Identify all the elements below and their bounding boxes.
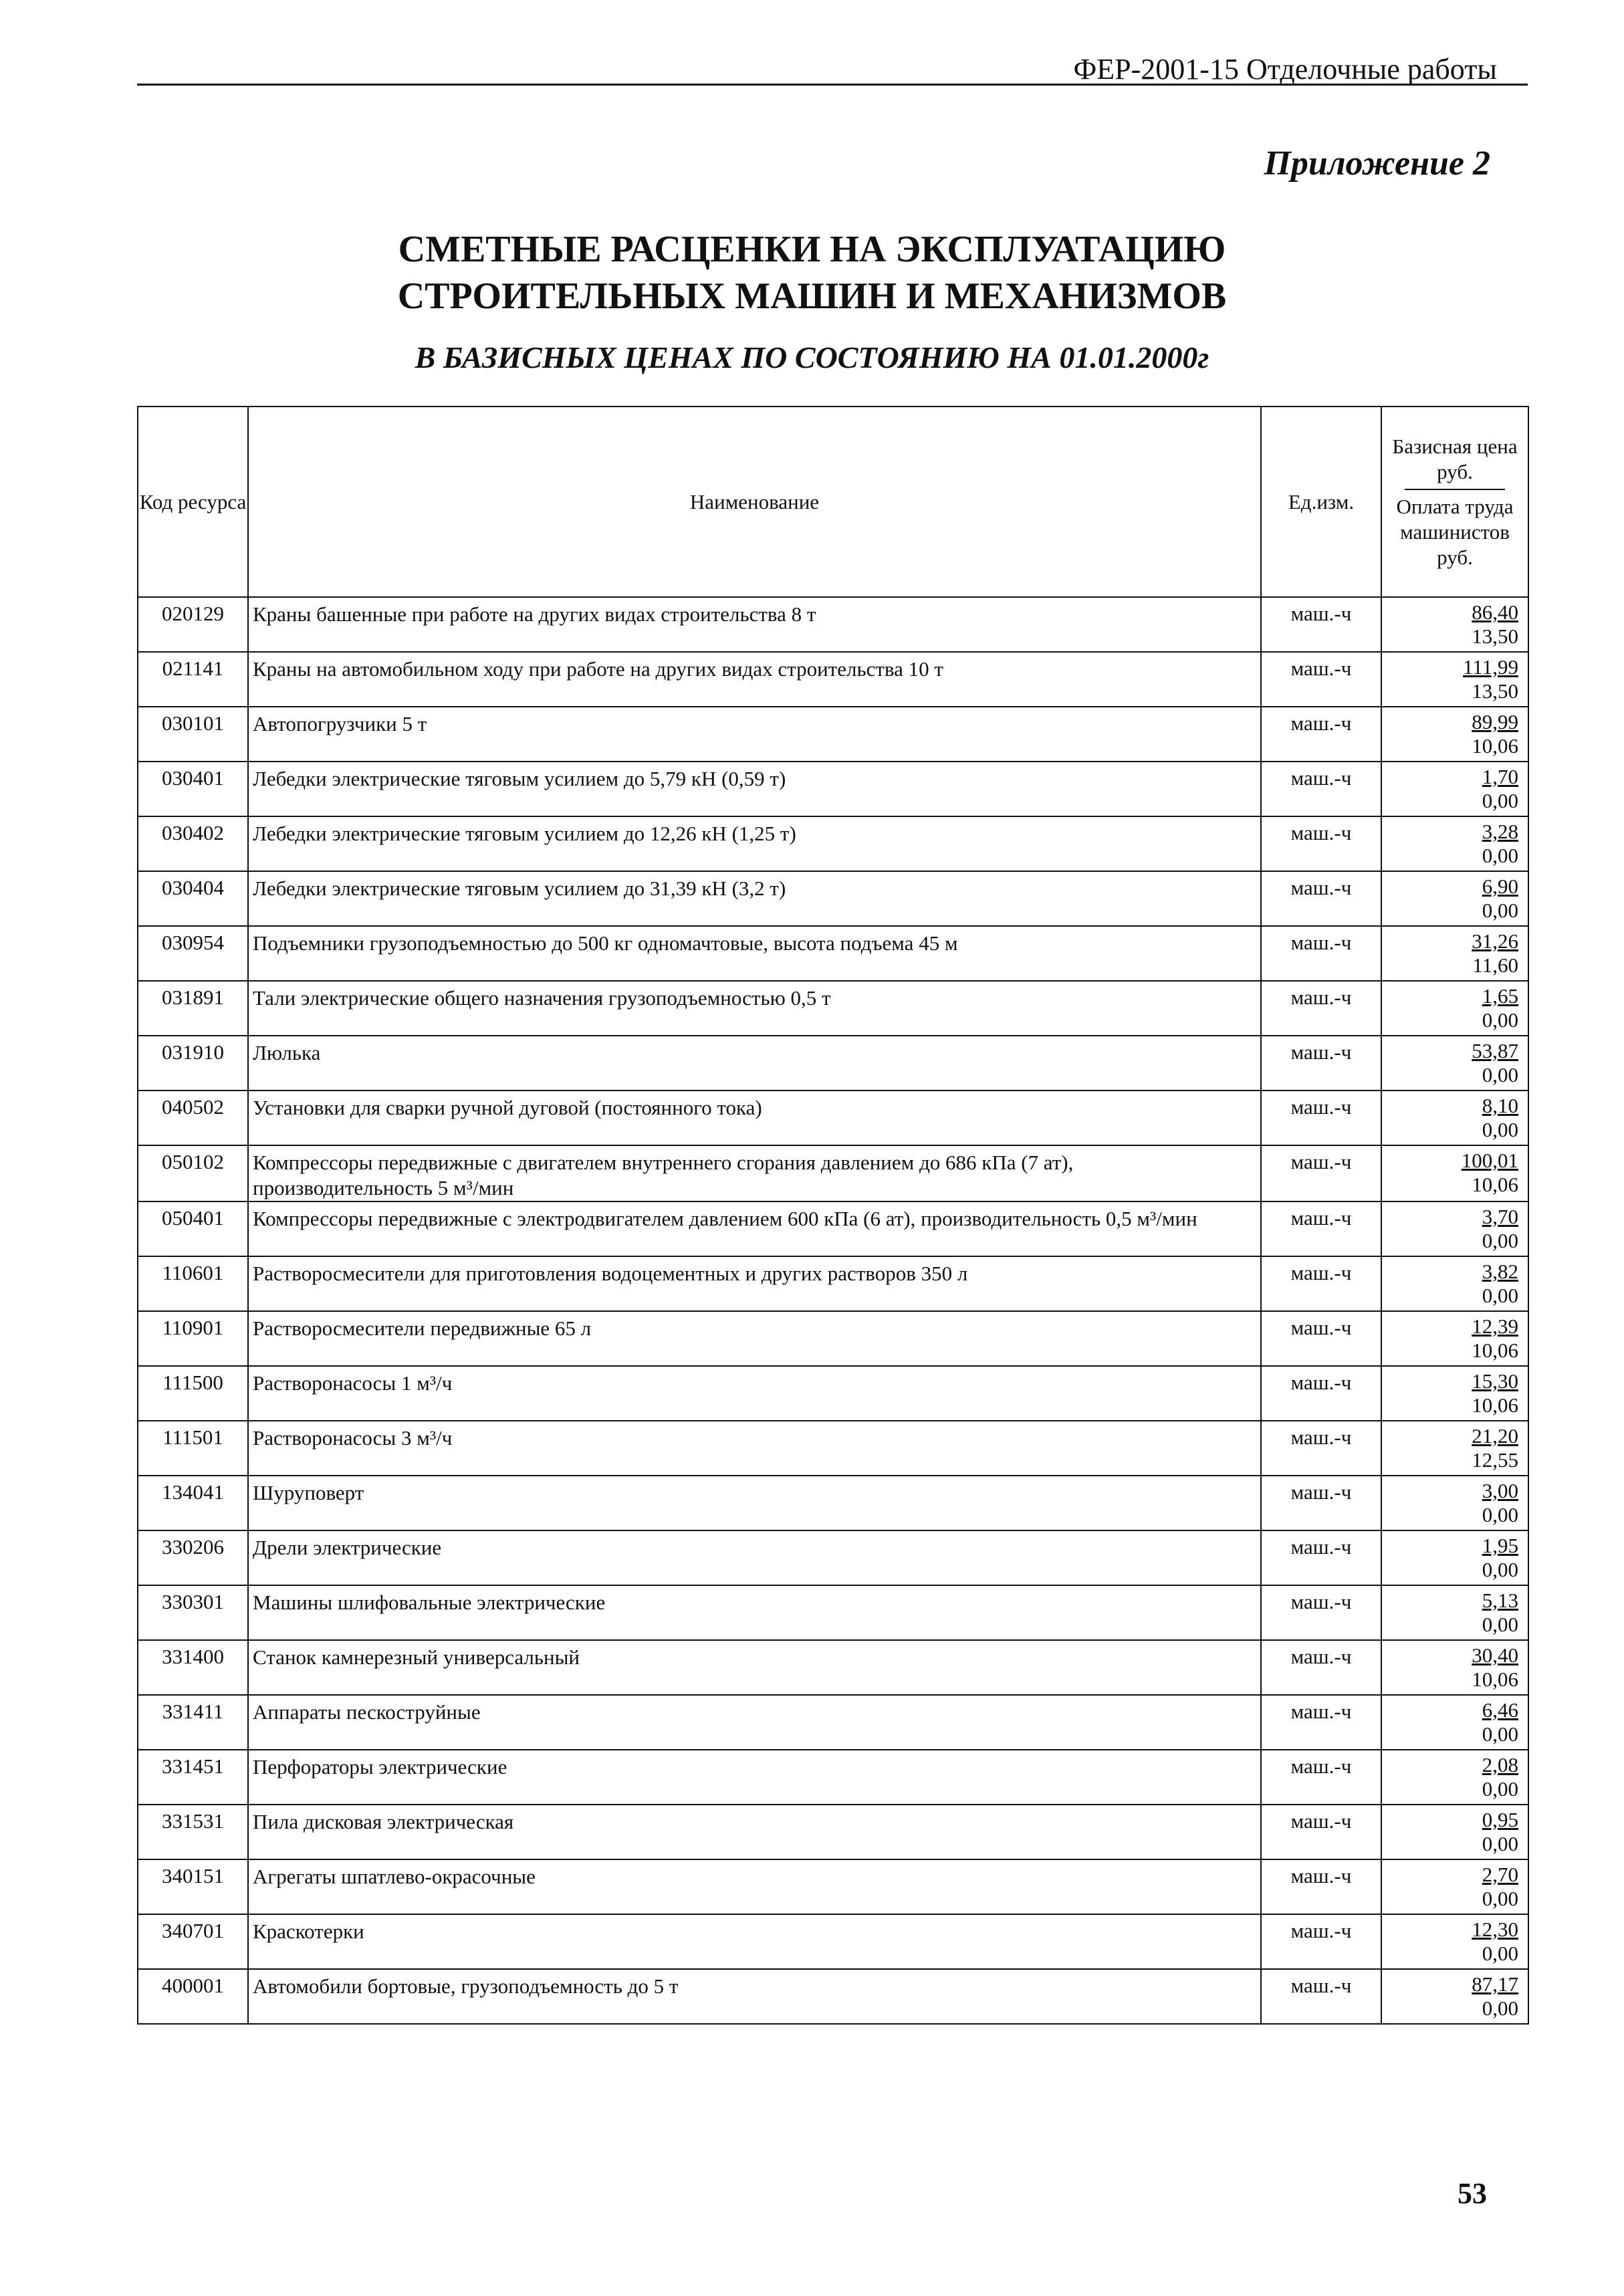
table-row: [138, 1036, 1528, 1090]
resource-name: Люлька: [248, 1036, 1261, 1090]
header-price: [1381, 407, 1528, 597]
operator-wage: 0,00: [1482, 1558, 1518, 1581]
operator-wage: 10,06: [1472, 1173, 1518, 1196]
resource-unit: маш.-ч: [1261, 1145, 1381, 1201]
resource-unit: маш.-ч: [1261, 1805, 1381, 1859]
table-row: [138, 1585, 1528, 1640]
resource-code: 331400: [138, 1640, 248, 1695]
resource-code: 050401: [138, 1201, 248, 1256]
resource-name: Агрегаты шпатлево-окрасочные: [248, 1859, 1261, 1914]
table-header-row: [138, 407, 1528, 597]
resource-price-cell: [1381, 1695, 1528, 1750]
resource-code: 110601: [138, 1256, 248, 1311]
header-name: Наименование: [248, 407, 1261, 597]
resource-name: Краскотерки: [248, 1914, 1261, 1969]
operator-wage: 0,00: [1482, 1722, 1518, 1746]
base-price: 0,95: [1482, 1808, 1518, 1831]
resource-name: Лебедки электрические тяговым усилием до 5,79 кН (0,59 т): [248, 762, 1261, 816]
resource-unit: маш.-ч: [1261, 1585, 1381, 1640]
operator-wage: 0,00: [1482, 1613, 1518, 1636]
resource-unit: маш.-ч: [1261, 1256, 1381, 1311]
base-price: 53,87: [1472, 1039, 1518, 1062]
base-price: 86,40: [1472, 600, 1518, 624]
resource-code: 340701: [138, 1914, 248, 1969]
table-row: [138, 1256, 1528, 1311]
resource-unit: маш.-ч: [1261, 597, 1381, 652]
base-price: 5,13: [1482, 1589, 1518, 1612]
base-price: 8,10: [1482, 1094, 1518, 1117]
resource-price-cell: [1381, 1530, 1528, 1585]
resource-name: Краны башенные при работе на других видах строительства 8 т: [248, 597, 1261, 652]
resource-price-cell: [1381, 1090, 1528, 1145]
resource-code: 031891: [138, 981, 248, 1036]
resource-unit: маш.-ч: [1261, 816, 1381, 871]
table-row: [138, 1859, 1528, 1914]
base-price: 2,08: [1482, 1753, 1518, 1776]
resource-price-cell: [1381, 1311, 1528, 1366]
operator-wage: 10,06: [1472, 1393, 1518, 1417]
resource-unit: маш.-ч: [1261, 1311, 1381, 1366]
operator-wage: 0,00: [1482, 1063, 1518, 1086]
resource-unit: маш.-ч: [1261, 1090, 1381, 1145]
resource-price-cell: [1381, 1585, 1528, 1640]
table-row: [138, 1805, 1528, 1859]
resource-code: 331531: [138, 1805, 248, 1859]
operator-wage: 13,50: [1472, 624, 1518, 648]
machine-rates-table: [137, 406, 1529, 2025]
resource-code: 020129: [138, 597, 248, 652]
document-subtitle: В БАЗИСНЫХ ЦЕНАХ ПО СОСТОЯНИЮ НА 01.01.2000г: [415, 340, 1209, 374]
base-price: 1,70: [1482, 765, 1518, 788]
resource-price-cell: [1381, 1969, 1528, 2024]
base-price: 89,99: [1472, 710, 1518, 733]
resource-code: 400001: [138, 1969, 248, 2024]
operator-wage: 13,50: [1472, 679, 1518, 703]
resource-name: Станок камнерезный универсальный: [248, 1640, 1261, 1695]
base-price: 31,26: [1472, 929, 1518, 953]
operator-wage: 0,00: [1482, 1777, 1518, 1801]
resource-code: 331451: [138, 1750, 248, 1805]
resource-code: 031910: [138, 1036, 248, 1090]
resource-code: 340151: [138, 1859, 248, 1914]
resource-unit: маш.-ч: [1261, 1530, 1381, 1585]
resource-code: 111500: [138, 1366, 248, 1421]
resource-unit: маш.-ч: [1261, 1036, 1381, 1090]
base-price: 3,28: [1482, 820, 1518, 843]
resource-price-cell: [1381, 652, 1528, 707]
resource-name: Растворонасосы 1 м³/ч: [248, 1366, 1261, 1421]
resource-name: Подъемники грузоподъемностью до 500 кг одномачтовые, высота подъема 45 м: [248, 926, 1261, 981]
base-price: 3,82: [1482, 1260, 1518, 1283]
base-price: 6,90: [1482, 875, 1518, 898]
header-unit: Ед.изм.: [1261, 407, 1381, 597]
title-line-2: СТРОИТЕЛЬНЫХ МАШИН И МЕХАНИЗМОВ: [397, 275, 1227, 317]
header-price-top: Базисная цена руб.: [1392, 434, 1518, 483]
table-row: [138, 1914, 1528, 1969]
table-row: [138, 1695, 1528, 1750]
table-row: [138, 762, 1528, 816]
operator-wage: 0,00: [1482, 899, 1518, 922]
resource-name: Компрессоры передвижные с двигателем внутреннего сгорания давлением до 686 кПа (7 ат), производительность 5 м³/мин: [248, 1145, 1261, 1201]
table-row: [138, 1201, 1528, 1256]
resource-name: Растворосмесители для приготовления водоцементных и других растворов 350 л: [248, 1256, 1261, 1311]
resource-price-cell: [1381, 981, 1528, 1036]
operator-wage: 12,55: [1472, 1448, 1518, 1472]
resource-code: 330206: [138, 1530, 248, 1585]
page-number: 53: [1458, 2177, 1487, 2210]
resource-name: Растворосмесители передвижные 65 л: [248, 1311, 1261, 1366]
base-price: 1,95: [1482, 1534, 1518, 1557]
resource-unit: маш.-ч: [1261, 1476, 1381, 1530]
base-price: 15,30: [1472, 1369, 1518, 1393]
resource-unit: маш.-ч: [1261, 981, 1381, 1036]
resource-unit: маш.-ч: [1261, 652, 1381, 707]
base-price: 100,01: [1461, 1149, 1518, 1172]
running-header: ФЕР-2001-15 Отделочные работы: [1073, 53, 1497, 86]
resource-unit: маш.-ч: [1261, 1421, 1381, 1476]
resource-code: 331411: [138, 1695, 248, 1750]
resource-code: 030402: [138, 816, 248, 871]
header-code: Код ресурса: [138, 407, 248, 597]
resource-name: Лебедки электрические тяговым усилием до 31,39 кН (3,2 т): [248, 871, 1261, 926]
base-price: 3,70: [1482, 1205, 1518, 1228]
resource-code: 111501: [138, 1421, 248, 1476]
resource-code: 134041: [138, 1476, 248, 1530]
resource-name: Автомобили бортовые, грузоподъемность до 5 т: [248, 1969, 1261, 2024]
resource-price-cell: [1381, 1859, 1528, 1914]
operator-wage: 10,06: [1472, 1668, 1518, 1691]
table-row: [138, 1090, 1528, 1145]
table-row: [138, 1640, 1528, 1695]
resource-code: 021141: [138, 652, 248, 707]
resource-unit: маш.-ч: [1261, 926, 1381, 981]
resource-name: Дрели электрические: [248, 1530, 1261, 1585]
resource-price-cell: [1381, 597, 1528, 652]
resource-name: Тали электрические общего назначения грузоподъемностью 0,5 т: [248, 981, 1261, 1036]
resource-unit: маш.-ч: [1261, 762, 1381, 816]
operator-wage: 11,60: [1472, 953, 1518, 977]
resource-unit: маш.-ч: [1261, 1201, 1381, 1256]
resource-price-cell: [1381, 1805, 1528, 1859]
resource-price-cell: [1381, 1366, 1528, 1421]
header-rule: [137, 84, 1528, 86]
resource-price-cell: [1381, 1640, 1528, 1695]
resource-unit: маш.-ч: [1261, 1640, 1381, 1695]
resource-code: 030101: [138, 707, 248, 762]
table-row: [138, 1145, 1528, 1201]
operator-wage: 0,00: [1482, 1008, 1518, 1032]
header-price-bottom: Оплата труда машинистов руб.: [1396, 494, 1514, 569]
resource-code: 110901: [138, 1311, 248, 1366]
table-row: [138, 1421, 1528, 1476]
table-row: [138, 652, 1528, 707]
resource-unit: маш.-ч: [1261, 871, 1381, 926]
operator-wage: 0,00: [1482, 1996, 1518, 2020]
operator-wage: 0,00: [1482, 1503, 1518, 1526]
resource-name: Пила дисковая электрическая: [248, 1805, 1261, 1859]
base-price: 6,46: [1482, 1698, 1518, 1722]
resource-price-cell: [1381, 1256, 1528, 1311]
base-price: 87,17: [1472, 1972, 1518, 1996]
table-row: [138, 597, 1528, 652]
base-price: 2,70: [1482, 1863, 1518, 1886]
resource-price-cell: [1381, 1476, 1528, 1530]
table-row: [138, 1366, 1528, 1421]
table-row: [138, 1311, 1528, 1366]
resource-name: Автопогрузчики 5 т: [248, 707, 1261, 762]
base-price: 111,99: [1463, 655, 1518, 679]
operator-wage: 0,00: [1482, 1832, 1518, 1855]
resource-price-cell: [1381, 926, 1528, 981]
table-row: [138, 871, 1528, 926]
table-row: [138, 816, 1528, 871]
resource-code: 030404: [138, 871, 248, 926]
resource-unit: маш.-ч: [1261, 1750, 1381, 1805]
operator-wage: 0,00: [1482, 1887, 1518, 1910]
operator-wage: 10,06: [1472, 1339, 1518, 1362]
resource-unit: маш.-ч: [1261, 1969, 1381, 2024]
resource-code: 050102: [138, 1145, 248, 1201]
table-row: [138, 707, 1528, 762]
operator-wage: 0,00: [1482, 1284, 1518, 1307]
resource-price-cell: [1381, 762, 1528, 816]
resource-price-cell: [1381, 1421, 1528, 1476]
resource-name: Аппараты пескоструйные: [248, 1695, 1261, 1750]
base-price: 1,65: [1482, 984, 1518, 1008]
operator-wage: 0,00: [1482, 844, 1518, 867]
table-row: [138, 926, 1528, 981]
resource-price-cell: [1381, 1914, 1528, 1969]
resource-price-cell: [1381, 1036, 1528, 1090]
resource-name: Перфораторы электрические: [248, 1750, 1261, 1805]
operator-wage: 0,00: [1482, 1229, 1518, 1252]
header-price-divider: [1405, 489, 1505, 490]
table-row: [138, 1530, 1528, 1585]
base-price: 21,20: [1472, 1424, 1518, 1448]
resource-unit: маш.-ч: [1261, 1695, 1381, 1750]
table-row: [138, 1476, 1528, 1530]
resource-name: Лебедки электрические тяговым усилием до 12,26 кН (1,25 т): [248, 816, 1261, 871]
resource-code: 030954: [138, 926, 248, 981]
base-price: 12,39: [1472, 1314, 1518, 1338]
document-title: [0, 226, 1624, 320]
operator-wage: 0,00: [1482, 789, 1518, 812]
table-row: [138, 1750, 1528, 1805]
resource-price-cell: [1381, 707, 1528, 762]
resource-name: Растворонасосы 3 м³/ч: [248, 1421, 1261, 1476]
table-row: [138, 981, 1528, 1036]
resource-code: 330301: [138, 1585, 248, 1640]
base-price: 12,30: [1472, 1918, 1518, 1941]
operator-wage: 0,00: [1482, 1942, 1518, 1965]
resource-price-cell: [1381, 1750, 1528, 1805]
operator-wage: 10,06: [1472, 734, 1518, 758]
title-line-1: СМЕТНЫЕ РАСЦЕНКИ НА ЭКСПЛУАТАЦИЮ: [398, 229, 1226, 270]
resource-unit: маш.-ч: [1261, 707, 1381, 762]
base-price: 3,00: [1482, 1479, 1518, 1502]
table-row: [138, 1969, 1528, 2024]
base-price: 30,40: [1472, 1643, 1518, 1667]
operator-wage: 0,00: [1482, 1118, 1518, 1141]
resource-name: Шуруповерт: [248, 1476, 1261, 1530]
resource-name: Установки для сварки ручной дуговой (постоянного тока): [248, 1090, 1261, 1145]
resource-code: 040502: [138, 1090, 248, 1145]
resource-price-cell: [1381, 816, 1528, 871]
resource-price-cell: [1381, 1201, 1528, 1256]
resource-name: Краны на автомобильном ходу при работе на других видах строительства 10 т: [248, 652, 1261, 707]
resource-price-cell: [1381, 1145, 1528, 1201]
resource-unit: маш.-ч: [1261, 1914, 1381, 1969]
resource-name: Машины шлифовальные электрические: [248, 1585, 1261, 1640]
resource-unit: маш.-ч: [1261, 1366, 1381, 1421]
resource-code: 030401: [138, 762, 248, 816]
resource-unit: маш.-ч: [1261, 1859, 1381, 1914]
appendix-label: Приложение 2: [1264, 144, 1490, 183]
resource-name: Компрессоры передвижные с электродвигателем давлением 600 кПа (6 ат), производительность 0,5 м³/мин: [248, 1201, 1261, 1256]
resource-price-cell: [1381, 871, 1528, 926]
